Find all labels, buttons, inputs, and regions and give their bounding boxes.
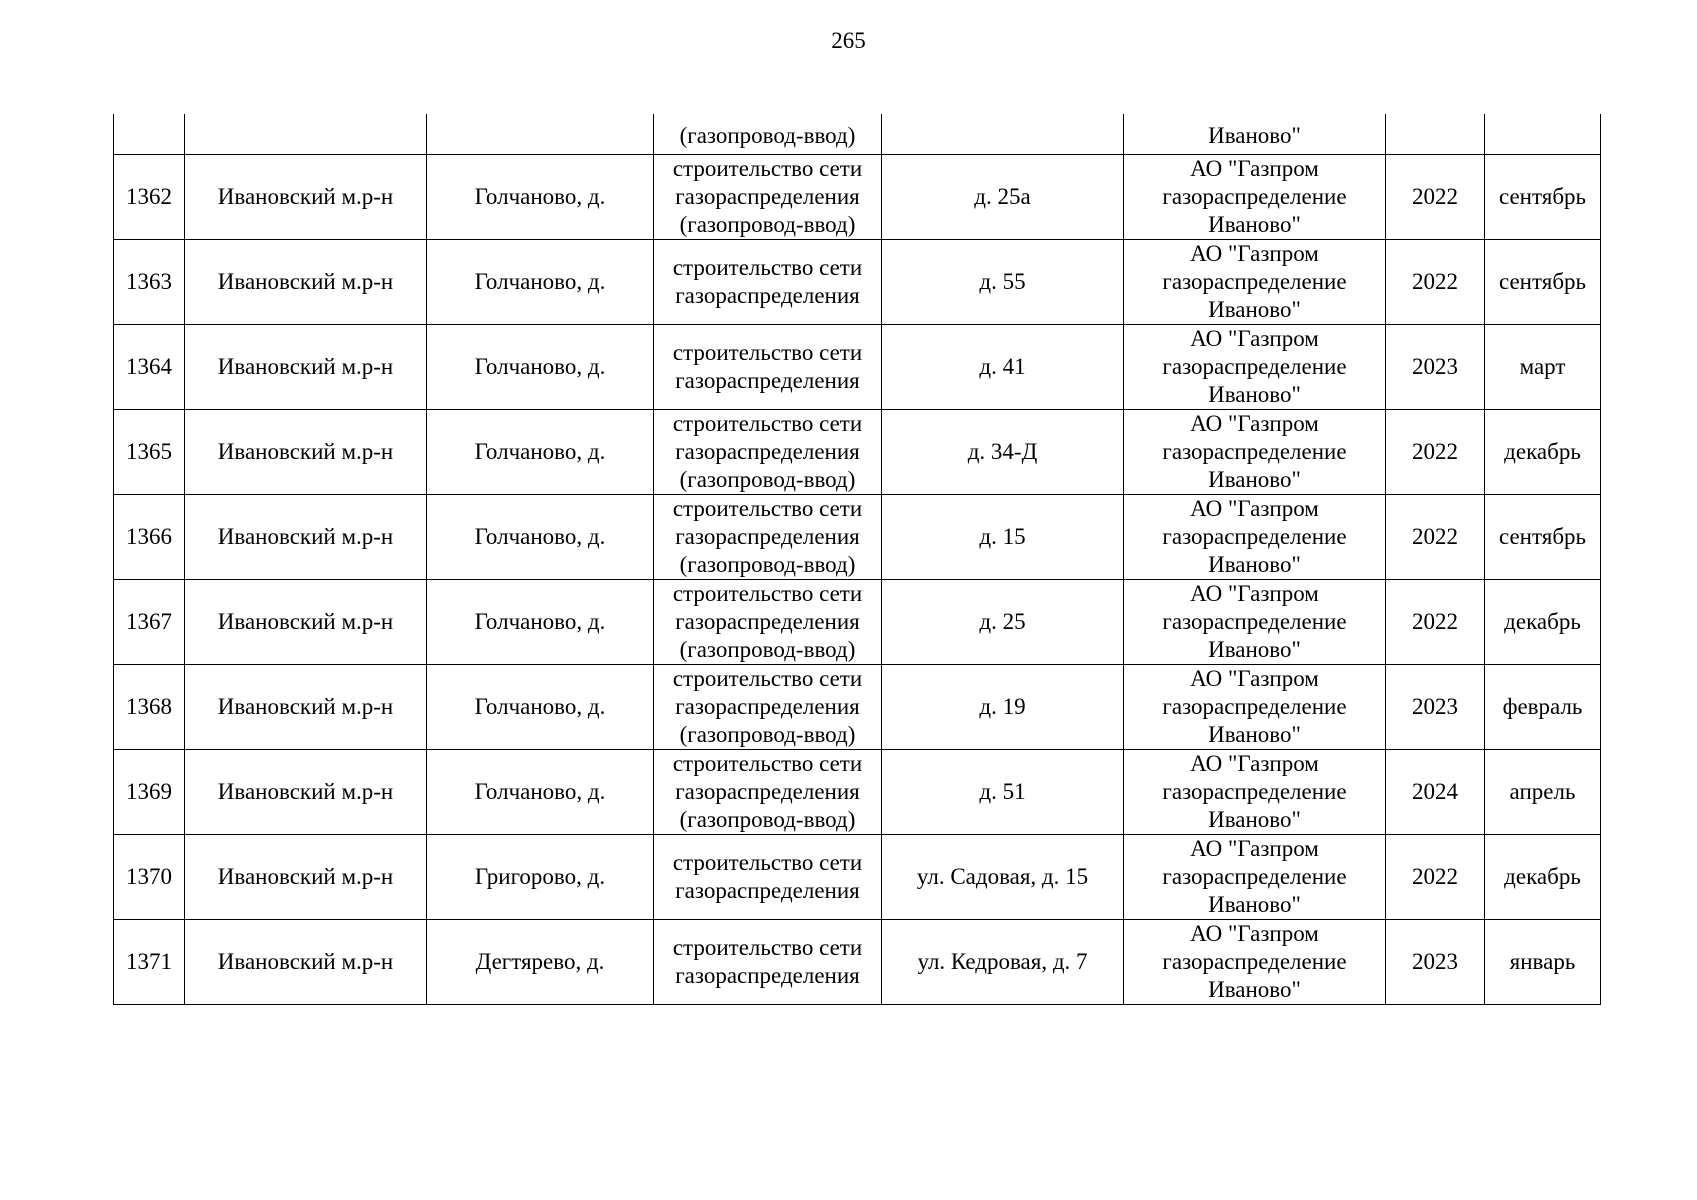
cell-organization: АО "Газпром газораспределение Иваново"	[1124, 154, 1386, 239]
cell-address	[882, 114, 1124, 154]
cell-month: декабрь	[1485, 834, 1601, 919]
cell-address: ул. Садовая, д. 15	[882, 834, 1124, 919]
cell-district: Ивановский м.р-н	[185, 919, 427, 1004]
cell-district	[185, 114, 427, 154]
cell-organization: АО "Газпром газораспределение Иваново"	[1124, 324, 1386, 409]
cell-month: сентябрь	[1485, 239, 1601, 324]
table-row	[114, 579, 1601, 664]
cell-organization: АО "Газпром газораспределение Иваново"	[1124, 834, 1386, 919]
cell-month: сентябрь	[1485, 494, 1601, 579]
cell-month: декабрь	[1485, 579, 1601, 664]
cell-month: декабрь	[1485, 409, 1601, 494]
cell-address: д. 41	[882, 324, 1124, 409]
cell-settlement: Голчаново, д.	[427, 154, 654, 239]
cell-address: д. 34-Д	[882, 409, 1124, 494]
cell-settlement: Голчаново, д.	[427, 749, 654, 834]
cell-work-type: строительство сети газораспределения (газопровод-ввод)	[654, 664, 882, 749]
cell-year: 2024	[1386, 749, 1485, 834]
cell-settlement: Голчаново, д.	[427, 239, 654, 324]
table-row	[114, 409, 1601, 494]
cell-number: 1364	[114, 324, 185, 409]
cell-work-type: строительство сети газораспределения	[654, 239, 882, 324]
cell-district: Ивановский м.р-н	[185, 494, 427, 579]
gasification-schedule-table	[113, 114, 1601, 1005]
cell-organization: АО "Газпром газораспределение Иваново"	[1124, 239, 1386, 324]
cell-year: 2022	[1386, 154, 1485, 239]
cell-address: д. 51	[882, 749, 1124, 834]
cell-number: 1365	[114, 409, 185, 494]
table-row	[114, 239, 1601, 324]
cell-number	[114, 114, 185, 154]
cell-year: 2022	[1386, 409, 1485, 494]
cell-settlement: Григорово, д.	[427, 834, 654, 919]
cell-number: 1363	[114, 239, 185, 324]
cell-month: апрель	[1485, 749, 1601, 834]
table-row	[114, 494, 1601, 579]
cell-number: 1368	[114, 664, 185, 749]
cell-settlement: Голчаново, д.	[427, 324, 654, 409]
cell-district: Ивановский м.р-н	[185, 409, 427, 494]
cell-year: 2022	[1386, 834, 1485, 919]
cell-work-type: строительство сети газораспределения (газопровод-ввод)	[654, 494, 882, 579]
table-row	[114, 919, 1601, 1004]
table-row-continuation	[114, 114, 1601, 154]
cell-year	[1386, 114, 1485, 154]
table-body	[114, 114, 1601, 1004]
cell-work-type: строительство сети газораспределения	[654, 324, 882, 409]
cell-district: Ивановский м.р-н	[185, 239, 427, 324]
cell-address: д. 19	[882, 664, 1124, 749]
cell-settlement: Голчаново, д.	[427, 494, 654, 579]
cell-address: д. 15	[882, 494, 1124, 579]
cell-district: Ивановский м.р-н	[185, 664, 427, 749]
cell-year: 2022	[1386, 494, 1485, 579]
cell-year: 2022	[1386, 579, 1485, 664]
cell-month: март	[1485, 324, 1601, 409]
cell-district: Ивановский м.р-н	[185, 324, 427, 409]
cell-year: 2023	[1386, 919, 1485, 1004]
cell-settlement: Голчаново, д.	[427, 409, 654, 494]
cell-work-type: строительство сети газораспределения (газопровод-ввод)	[654, 749, 882, 834]
cell-month: сентябрь	[1485, 154, 1601, 239]
cell-organization: АО "Газпром газораспределение Иваново"	[1124, 409, 1386, 494]
cell-work-type: строительство сети газораспределения	[654, 919, 882, 1004]
cell-number: 1362	[114, 154, 185, 239]
cell-address: ул. Кедровая, д. 7	[882, 919, 1124, 1004]
cell-number: 1369	[114, 749, 185, 834]
cell-month	[1485, 114, 1601, 154]
cell-organization: Иваново"	[1124, 114, 1386, 154]
cell-settlement: Голчаново, д.	[427, 579, 654, 664]
cell-organization: АО "Газпром газораспределение Иваново"	[1124, 749, 1386, 834]
table-row	[114, 154, 1601, 239]
cell-year: 2023	[1386, 664, 1485, 749]
cell-month: январь	[1485, 919, 1601, 1004]
cell-work-type: строительство сети газораспределения (газопровод-ввод)	[654, 409, 882, 494]
cell-organization: АО "Газпром газораспределение Иваново"	[1124, 664, 1386, 749]
cell-address: д. 55	[882, 239, 1124, 324]
table-row	[114, 749, 1601, 834]
cell-district: Ивановский м.р-н	[185, 154, 427, 239]
cell-settlement: Дегтярево, д.	[427, 919, 654, 1004]
cell-number: 1367	[114, 579, 185, 664]
table-row	[114, 834, 1601, 919]
cell-organization: АО "Газпром газораспределение Иваново"	[1124, 494, 1386, 579]
cell-number: 1370	[114, 834, 185, 919]
cell-settlement: Голчаново, д.	[427, 664, 654, 749]
cell-work-type: строительство сети газораспределения (газопровод-ввод)	[654, 579, 882, 664]
cell-number: 1366	[114, 494, 185, 579]
cell-district: Ивановский м.р-н	[185, 749, 427, 834]
cell-year: 2022	[1386, 239, 1485, 324]
cell-organization: АО "Газпром газораспределение Иваново"	[1124, 579, 1386, 664]
cell-work-type: (газопровод-ввод)	[654, 114, 882, 154]
cell-district: Ивановский м.р-н	[185, 834, 427, 919]
table-row	[114, 664, 1601, 749]
cell-year: 2023	[1386, 324, 1485, 409]
cell-address: д. 25	[882, 579, 1124, 664]
cell-number: 1371	[114, 919, 185, 1004]
cell-address: д. 25а	[882, 154, 1124, 239]
table-row	[114, 324, 1601, 409]
cell-organization: АО "Газпром газораспределение Иваново"	[1124, 919, 1386, 1004]
cell-work-type: строительство сети газораспределения	[654, 834, 882, 919]
page-number: 265	[831, 28, 866, 53]
cell-district: Ивановский м.р-н	[185, 579, 427, 664]
cell-settlement	[427, 114, 654, 154]
cell-month: февраль	[1485, 664, 1601, 749]
cell-work-type: строительство сети газораспределения (газопровод-ввод)	[654, 154, 882, 239]
